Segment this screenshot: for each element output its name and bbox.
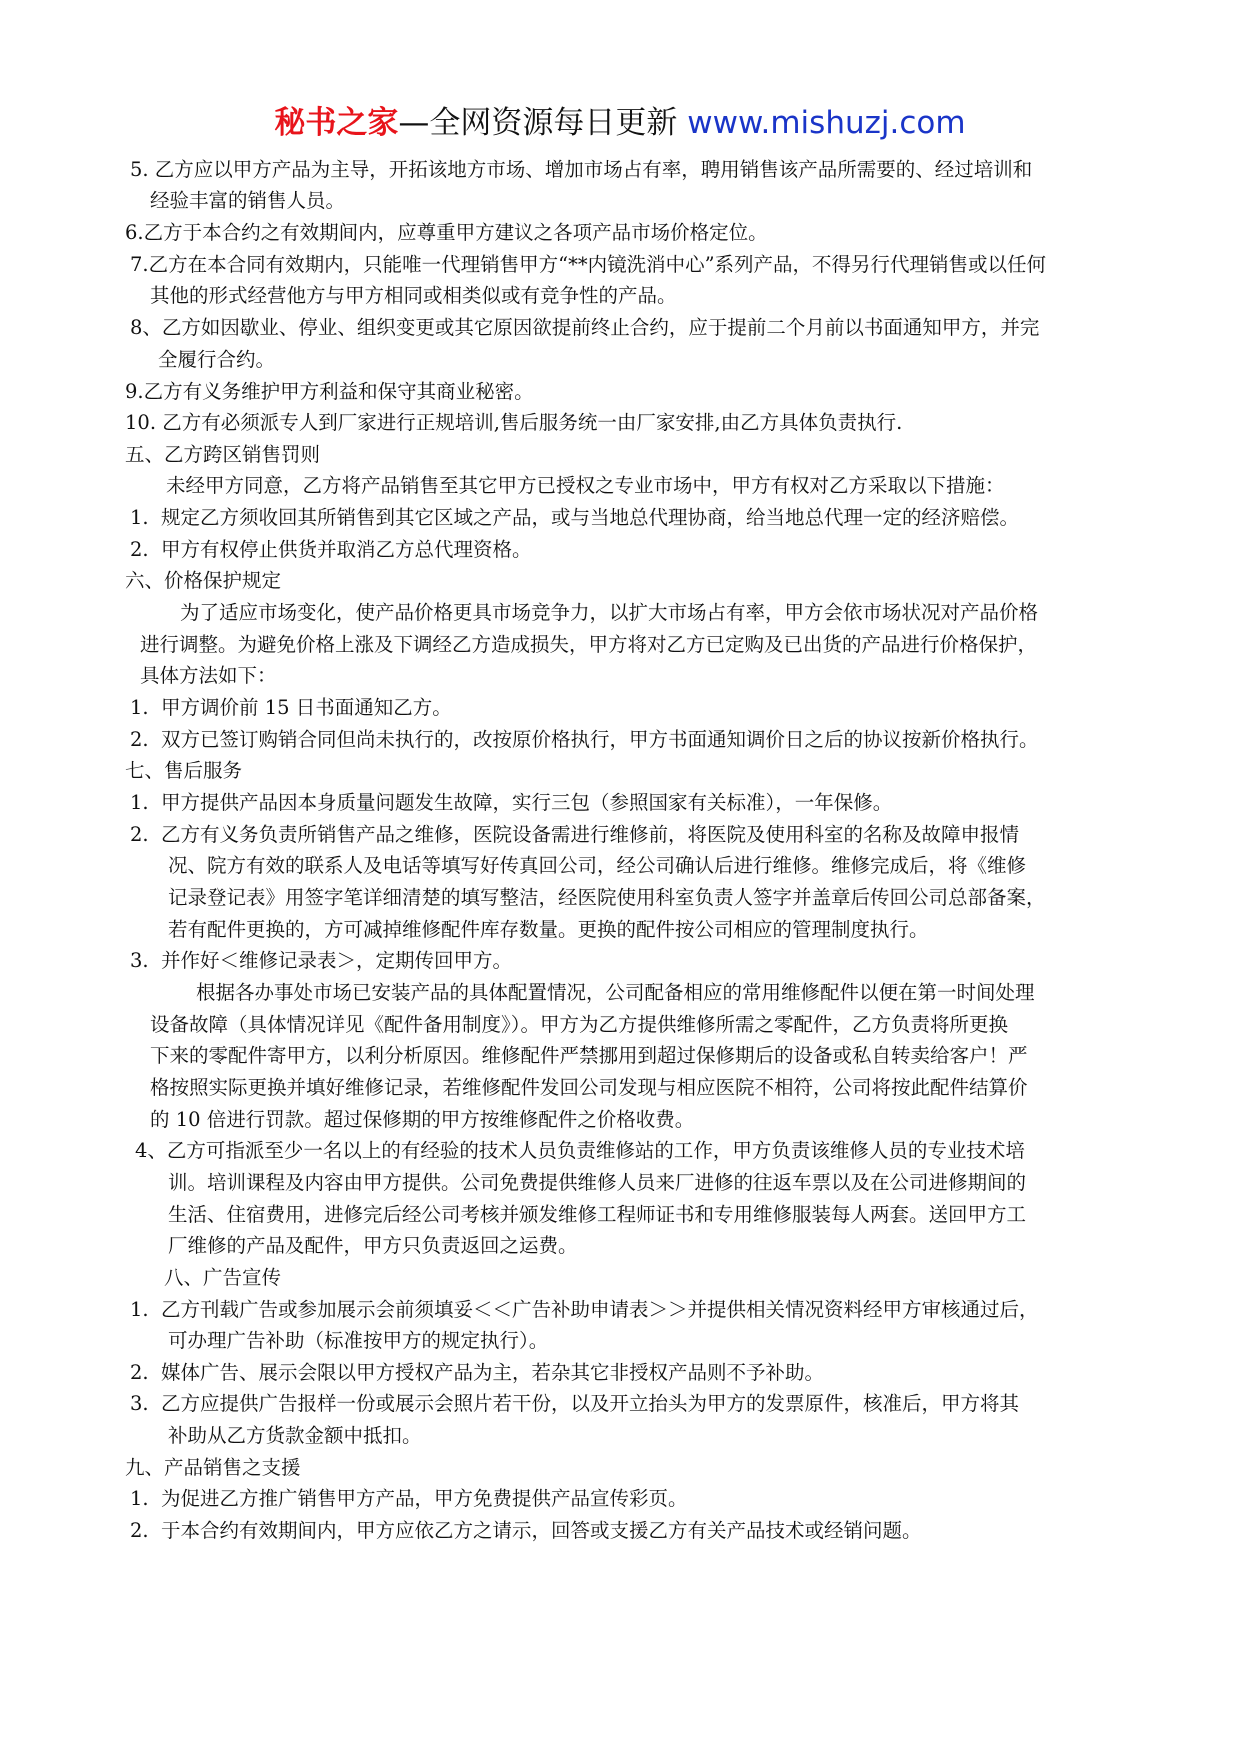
text-line: 全履行合约。 bbox=[158, 348, 276, 371]
text-line: 的 10 倍进行罚款。超过保修期的甲方按维修配件之价格收费。 bbox=[150, 1108, 695, 1131]
text-line: 1. 甲方调价前 15 日书面通知乙方。 bbox=[130, 696, 452, 719]
text-line: 若有配件更换的，方可减掉维修配件库存数量。更换的配件按公司相应的管理制度执行。 bbox=[168, 918, 929, 941]
text-line: 1. 甲方提供产品因本身质量问题发生故障，实行三包（参照国家有关标准），一年保修。 bbox=[130, 791, 893, 814]
text-line: 1. 规定乙方须收回其所销售到其它区域之产品，或与当地总代理协商，给当地总代理一定的经济赔偿。 bbox=[130, 506, 1020, 529]
text-line: 五、乙方跨区销售罚则 bbox=[125, 443, 321, 466]
text-line: 六、价格保护规定 bbox=[125, 569, 282, 592]
text-line: 7.乙方在本合同有效期内，只能唯一代理销售甲方“**内镜洗消中心”系列产品，不得另行代理销售或以任何 bbox=[130, 253, 1047, 276]
text-line: 七、售后服务 bbox=[125, 759, 243, 782]
text-line: 设备故障（具体情况详见《配件备用制度》）。甲方为乙方提供维修所需之零配件，乙方负责将所更换 bbox=[150, 1013, 1009, 1036]
text-line: 九、产品销售之支援 bbox=[125, 1456, 301, 1479]
text-line: 未经甲方同意，乙方将产品销售至其它甲方已授权之专业市场中，甲方有权对乙方采取以下措施： bbox=[166, 474, 1005, 497]
text-line: 3. 并作好＜维修记录表＞，定期传回甲方。 bbox=[130, 949, 513, 972]
text-line: 八、广告宣传 bbox=[164, 1266, 282, 1289]
text-line: 2. 乙方有义务负责所销售产品之维修，医院设备需进行维修前，将医院及使用科室的名称及故障申报情 bbox=[130, 823, 1020, 846]
text-line: 为了适应市场变化，使产品价格更具市场竞争力，以扩大市场占有率，甲方会依市场状况对产品价格 bbox=[180, 601, 1039, 624]
text-line: 记录登记表》用签字笔详细清楚的填写整洁，经医院使用科室负责人签字并盖章后传回公司总部备案， bbox=[168, 886, 1046, 909]
text-line: 8、乙方如因歇业、停业、组织变更或其它原因欲提前终止合约，应于提前二个月前以书面通知甲方，并完 bbox=[130, 316, 1040, 339]
text-line: 3. 乙方应提供广告报样一份或展示会照片若干份，以及开立抬头为甲方的发票原件，核准后，甲方将其 bbox=[130, 1392, 1020, 1415]
text-line: 2. 于本合约有效期间内，甲方应依乙方之请示，回答或支援乙方有关产品技术或经销问题。 bbox=[130, 1519, 922, 1542]
text-line: 具体方法如下： bbox=[140, 664, 277, 687]
text-line: 可办理广告补助（标准按甲方的规定执行）。 bbox=[168, 1329, 549, 1352]
text-line: 经验丰富的销售人员。 bbox=[150, 189, 346, 212]
text-line: 补助从乙方货款金额中抵扣。 bbox=[168, 1424, 422, 1447]
text-line: 6.乙方于本合约之有效期间内，应尊重甲方建议之各项产品市场价格定位。 bbox=[125, 221, 768, 244]
header-slogan: —全网资源每日更新 bbox=[398, 105, 678, 141]
text-line: 2. 甲方有权停止供货并取消乙方总代理资格。 bbox=[130, 538, 532, 561]
text-line: 格按照实际更换并填好维修记录，若维修配件发回公司发现与相应医院不相符，公司将按此配件结算价 bbox=[150, 1076, 1028, 1099]
text-line: 5. 乙方应以甲方产品为主导，开拓该地方市场、增加市场占有率，聘用销售该产品所需要的、经过培训和 bbox=[130, 158, 1033, 181]
text-line: 9.乙方有义务维护甲方利益和保守其商业秘密。 bbox=[125, 380, 534, 403]
text-line: 1. 乙方刊载广告或参加展示会前须填妥＜＜广告补助申请表＞＞并提供相关情况资料经甲方审核通过后， bbox=[130, 1298, 1039, 1321]
text-line: 10. 乙方有必须派专人到厂家进行正规培训,售后服务统一由厂家安排,由乙方具体负责执行. bbox=[125, 411, 903, 434]
brand-name: 秘书之家 bbox=[274, 105, 399, 141]
text-line: 厂维修的产品及配件，甲方只负责返回之运费。 bbox=[168, 1234, 578, 1257]
text-line: 根据各办事处市场已安装产品的具体配置情况，公司配备相应的常用维修配件以便在第一时间处理 bbox=[196, 981, 1035, 1004]
text-line: 进行调整。为避免价格上涨及下调经乙方造成损失，甲方将对乙方已定购及已出货的产品进行价格保护， bbox=[140, 633, 1038, 656]
text-line: 下来的零配件寄甲方，以利分析原因。维修配件严禁挪用到超过保修期后的设备或私自转卖给客户！严 bbox=[150, 1044, 1028, 1067]
text-line: 其他的形式经营他方与甲方相同或相类似或有竞争性的产品。 bbox=[150, 284, 677, 307]
site-url[interactable]: www.mishuzj.com bbox=[687, 105, 966, 141]
text-line: 2. 双方已签订购销合同但尚未执行的，改按原价格执行，甲方书面通知调价日之后的协议按新价格执行。 bbox=[130, 728, 1039, 751]
text-line: 训。培训课程及内容由甲方提供。公司免费提供维修人员来厂进修的往返车票以及在公司进修期间的 bbox=[168, 1171, 1027, 1194]
text-line: 4、乙方可指派至少一名以上的有经验的技术人员负责维修站的工作，甲方负责该维修人员的专业技术培 bbox=[135, 1139, 1025, 1162]
text-line: 2. 媒体广告、展示会限以甲方授权产品为主，若杂其它非授权产品则不予补助。 bbox=[130, 1361, 825, 1384]
text-line: 1. 为促进乙方推广销售甲方产品，甲方免费提供产品宣传彩页。 bbox=[130, 1487, 688, 1510]
site-header bbox=[0, 100, 1240, 146]
text-line: 况、院方有效的联系人及电话等填写好传真回公司，经公司确认后进行维修。维修完成后，将《维修 bbox=[168, 854, 1027, 877]
text-line: 生活、住宿费用，进修完后经公司考核并颁发维修工程师证书和专用维修服装每人两套。送回甲方工 bbox=[168, 1203, 1027, 1226]
